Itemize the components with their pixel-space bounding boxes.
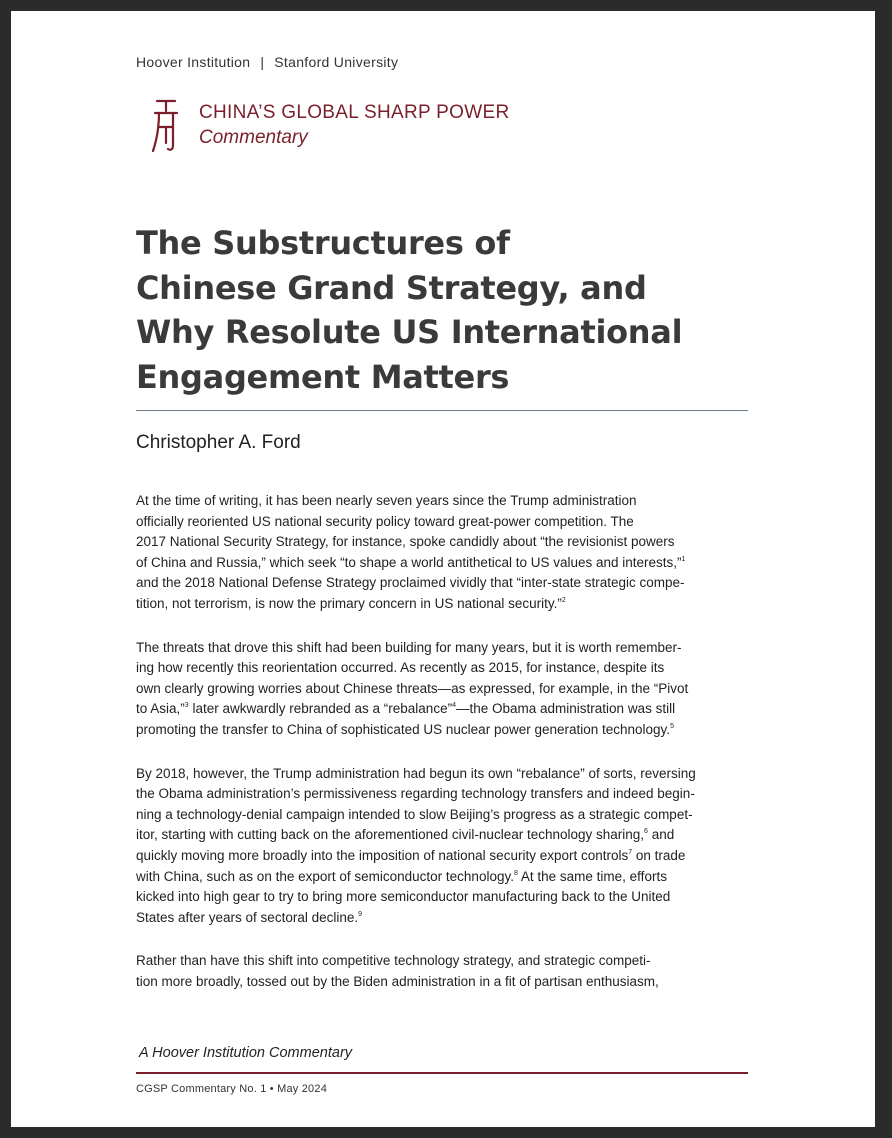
text-line — [136, 638, 756, 659]
text-run: with China, such as on the export of semiconductor technology. — [136, 868, 514, 884]
text-run: on trade — [632, 847, 686, 863]
title-divider — [136, 410, 748, 411]
text-run: —the Obama administration was still — [455, 701, 676, 717]
title-line: The Substructures of — [136, 224, 510, 262]
footer-divider — [136, 1072, 748, 1074]
text-run: quickly moving more broadly into the imposition of national security export controls — [136, 847, 629, 863]
series-subtitle: Commentary — [199, 127, 308, 148]
text-run: own clearly growing worries about Chinese threats—as expressed, for example, in the “Pivot — [136, 680, 689, 696]
text-line — [136, 658, 756, 679]
text-run: kicked into high gear to try to bring more semiconductor manufacturing back to the United — [136, 889, 671, 905]
body-paragraph — [136, 951, 756, 992]
body-paragraph — [136, 491, 756, 615]
text-run: and — [647, 827, 675, 843]
footnote-marker: 7 — [628, 848, 633, 856]
text-run: At the time of writing, it has been nearly seven years since the Trump administration — [136, 493, 637, 508]
text-run: States after years of sectoral decline. — [136, 909, 359, 925]
text-line — [136, 720, 756, 741]
title-line: Chinese Grand Strategy, and — [136, 268, 647, 307]
footnote-marker: 4 — [452, 702, 456, 710]
text-line — [136, 867, 756, 888]
footnote-marker: 1 — [681, 555, 686, 563]
body-paragraph — [136, 638, 756, 741]
footnote-marker: 8 — [513, 869, 518, 877]
text-run: promoting the transfer to China of sophisticated US nuclear power generation technology. — [136, 721, 671, 737]
text-run: itor, starting with cutting back on the aforementioned civil-nuclear technology sharing, — [136, 827, 645, 843]
text-run: The threats that drove this shift had been building for many years, but it is worth remember- — [136, 639, 682, 655]
footnote-marker: 5 — [670, 722, 674, 730]
body-paragraph — [136, 764, 756, 929]
footer-meta: CGSP Commentary No. 1 • May 2024 — [136, 1083, 328, 1095]
text-run: tion more broadly, tossed out by the Biden administration in a fit of partisan enthusiasm, — [136, 973, 659, 989]
text-line — [136, 846, 756, 867]
author-name: Christopher A. Ford — [136, 432, 301, 453]
text-line — [136, 573, 756, 594]
body-text — [136, 491, 756, 1015]
document-page — [11, 11, 875, 1127]
text-run: to Asia,” — [136, 701, 185, 717]
text-line — [136, 805, 756, 826]
text-run: the Obama administration’s permissiveness regarding technology transfers and indeed begin- — [136, 786, 695, 802]
footnote-marker: 3 — [184, 702, 189, 710]
footer-label: A Hoover Institution Commentary — [139, 1045, 353, 1061]
text-run: 2017 National Security Strategy, for instance, spoke candidly about “the revisionist powers — [136, 534, 675, 550]
text-run: ning a technology-denial campaign intended to slow Beijing’s progress as a strategic compet- — [136, 806, 693, 822]
text-run: ing how recently this reorientation occurred. As recently as 2015, for instance, despite its — [136, 660, 665, 676]
chinese-seal-glyph-icon — [151, 97, 181, 153]
text-line — [136, 764, 756, 785]
title-line: Engagement Matters — [136, 357, 510, 396]
institution-header — [136, 54, 398, 70]
text-run: By 2018, however, the Trump administration had begun its own “rebalance” of sorts, reversing — [136, 765, 696, 781]
series-title: CHINA’S GLOBAL SHARP POWER — [199, 102, 510, 123]
text-line — [136, 491, 756, 512]
text-line — [136, 532, 756, 553]
text-line — [136, 679, 756, 700]
text-line — [136, 699, 756, 720]
text-run: tition, not terrorism, is now the primary concern in US national security.” — [136, 595, 562, 611]
text-line — [136, 553, 756, 574]
text-line — [136, 784, 756, 805]
title-line: Why Resolute US International — [136, 313, 683, 351]
org-left: Hoover Institution — [136, 54, 251, 70]
footnote-marker: 9 — [358, 910, 363, 918]
footnote-marker: 2 — [561, 596, 566, 604]
text-line — [136, 887, 756, 908]
text-run: Rather than have this shift into competitive technology strategy, and strategic competi- — [136, 953, 651, 969]
text-line — [136, 594, 756, 615]
org-separator: | — [260, 54, 265, 70]
text-line — [136, 951, 756, 972]
document-title — [136, 221, 756, 399]
text-line — [136, 512, 756, 533]
text-run: At the same time, efforts — [517, 868, 667, 884]
text-line — [136, 825, 756, 846]
text-line — [136, 908, 756, 929]
text-run: later awkwardly rebranded as a “rebalance” — [188, 701, 453, 717]
text-run: and the 2018 National Defense Strategy proclaimed vividly that “inter-state strategic compe- — [136, 575, 685, 591]
text-line — [136, 972, 756, 993]
text-run: officially reoriented US national security policy toward great-power competition. The — [136, 513, 634, 529]
footnote-marker: 6 — [644, 828, 648, 836]
text-run: of China and Russia,” which seek “to shape a world antithetical to US values and interests,” — [136, 554, 682, 570]
org-right: Stanford University — [274, 54, 399, 70]
